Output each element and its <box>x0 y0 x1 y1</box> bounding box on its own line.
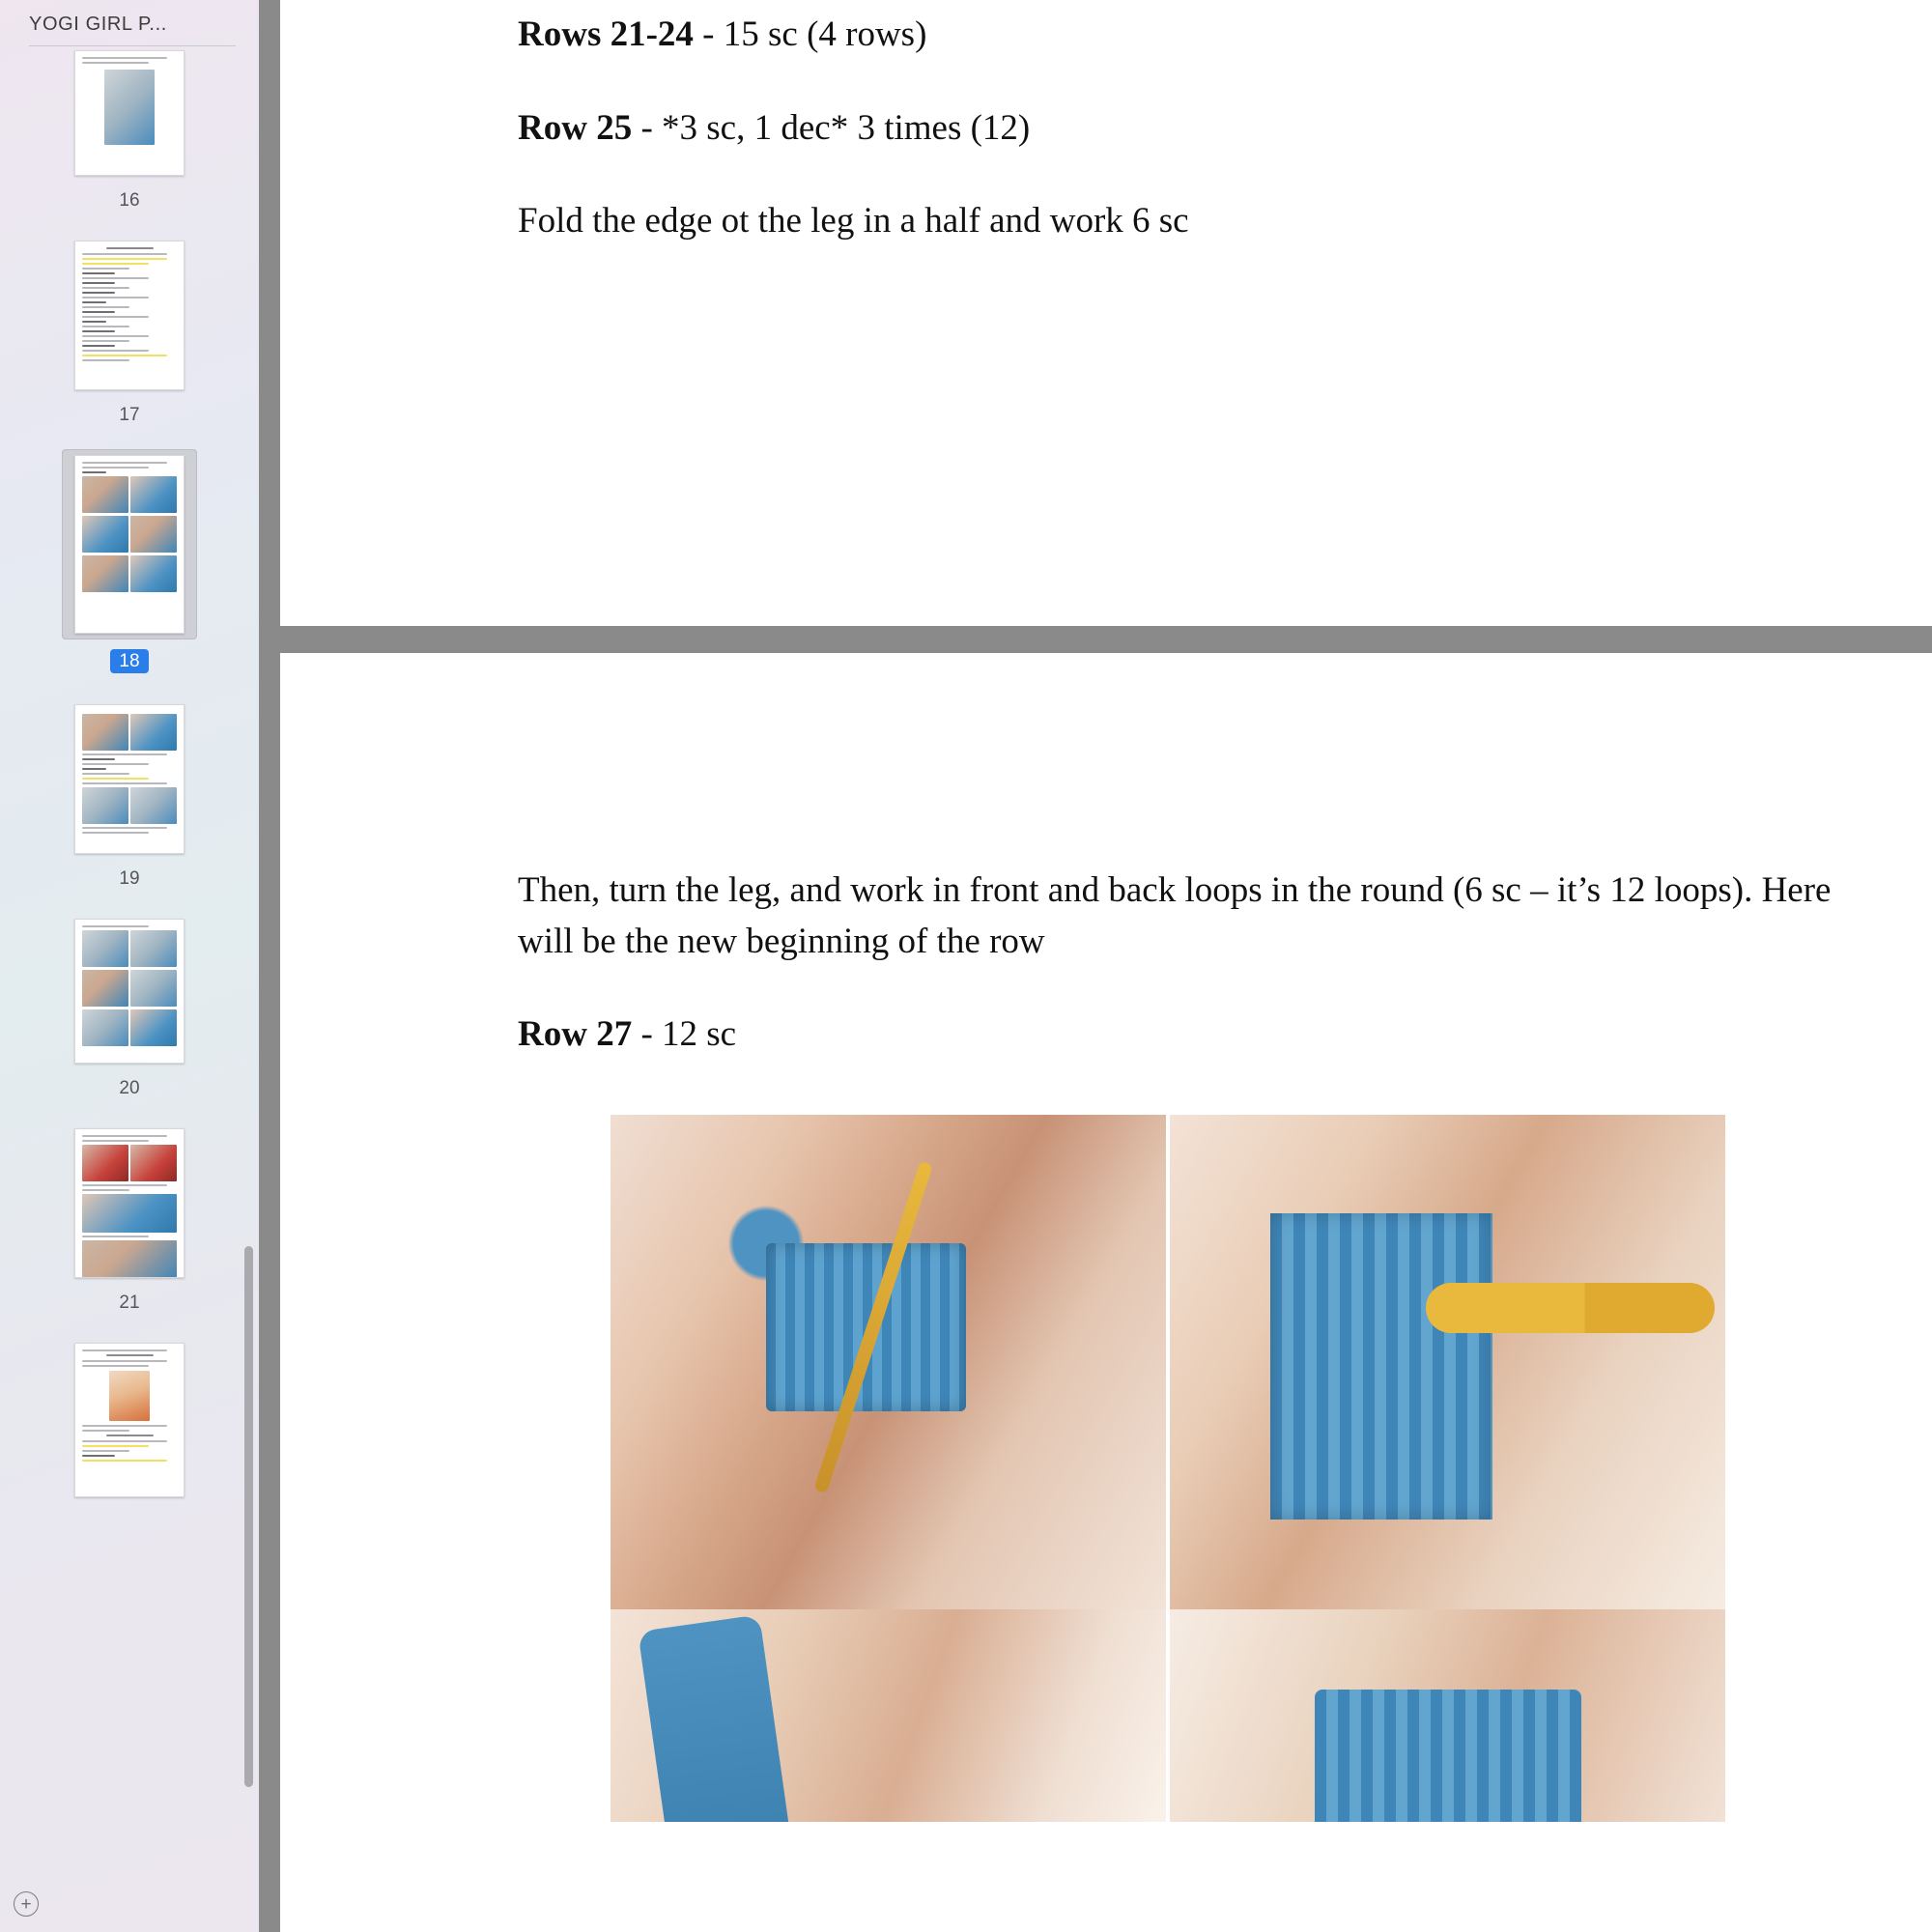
photo-blue-crochet-round <box>1170 1609 1725 1822</box>
thumbnail-number-current: 18 <box>110 649 148 673</box>
paragraph-text: - 12 sc <box>632 1014 737 1055</box>
thumbnail-frame-18[interactable] <box>62 449 197 639</box>
paragraph-label: Rows 21-24 <box>518 14 694 54</box>
photo-blue-crochet-with-hook <box>1170 1115 1725 1609</box>
thumbnail-page-21 <box>74 1128 185 1278</box>
crochet-step-photos <box>611 1115 1725 1822</box>
paragraph-row-27 <box>518 1009 1893 1061</box>
list-item[interactable] <box>0 913 259 1122</box>
list-item[interactable] <box>0 1122 259 1337</box>
thumbnail-page-19 <box>74 704 185 854</box>
sidebar-footer <box>0 1876 259 1932</box>
sidebar-scrollbar[interactable] <box>244 1246 253 1787</box>
photo-row-1 <box>611 1115 1725 1609</box>
thumbnail-frame-20[interactable] <box>62 913 197 1069</box>
thumbnail-list[interactable] <box>0 44 259 1874</box>
paragraph-rows-21-24 <box>518 10 1893 61</box>
photo-blue-yarn-over-finger <box>611 1609 1166 1822</box>
thumbnail-frame-16[interactable] <box>62 44 197 182</box>
thumbnail-number: 19 <box>119 868 140 889</box>
document-title: YOGI GIRL P... <box>29 14 167 35</box>
thumbnail-number: 16 <box>119 190 140 211</box>
thumbnail-frame-21[interactable] <box>62 1122 197 1284</box>
thumbnail-content <box>75 1344 184 1470</box>
thumbnail-content <box>75 1129 184 1278</box>
plus-circle-icon[interactable]: + <box>14 1891 39 1917</box>
paragraph-text: - *3 sc, 1 dec* 3 times (12) <box>632 107 1031 148</box>
list-item[interactable] <box>0 698 259 913</box>
thumbnail-content <box>75 242 184 370</box>
paragraph-turn-leg <box>518 866 1893 967</box>
thumbnail-content <box>75 456 184 601</box>
thumbnail-page-20 <box>74 919 185 1064</box>
paragraph-text: - 15 sc (4 rows) <box>693 14 927 54</box>
slide-thumbnail-sidebar <box>0 0 259 1932</box>
paragraph-label: Row 25 <box>518 107 633 148</box>
page-content <box>280 653 1932 1822</box>
thumbnail-content <box>75 51 184 156</box>
thumbnail-page-22 <box>74 1343 185 1497</box>
document-scroll-area[interactable] <box>259 0 1932 1932</box>
paragraph-label: Row 27 <box>518 1014 633 1055</box>
list-item[interactable] <box>0 235 259 449</box>
photo-hand-holding-blue-crochet <box>611 1115 1166 1609</box>
thumbnail-page-18 <box>74 455 185 634</box>
list-item[interactable] <box>0 449 259 698</box>
list-item[interactable] <box>0 1337 259 1503</box>
photo-row-2 <box>611 1609 1725 1822</box>
thumbnail-page-16 <box>74 50 185 176</box>
page-content <box>280 0 1932 247</box>
thumbnail-content <box>75 920 184 1055</box>
list-item[interactable] <box>0 44 259 235</box>
document-page-current <box>280 653 1932 1932</box>
thumbnail-frame-17[interactable] <box>62 235 197 396</box>
paragraph-text: Fold the edge ot the leg in a half and work 6 sc <box>518 201 1189 242</box>
thumbnail-number: 17 <box>119 405 140 425</box>
page-gap <box>280 630 1932 653</box>
thumbnail-number: 21 <box>119 1293 140 1313</box>
paragraph-row-25 <box>518 103 1893 155</box>
thumbnail-content <box>75 705 184 842</box>
thumbnail-number: 20 <box>119 1078 140 1098</box>
thumbnail-frame-19[interactable] <box>62 698 197 860</box>
thumbnail-frame-22[interactable] <box>62 1337 197 1503</box>
document-page-previous <box>280 0 1932 626</box>
paragraph-fold-edge <box>518 196 1893 247</box>
paragraph-text: Then, turn the leg, and work in front and back loops in the round (6 sc – it’s 12 loops). Here will be the new beginning of the row <box>518 870 1832 961</box>
thumbnail-page-17 <box>74 241 185 390</box>
